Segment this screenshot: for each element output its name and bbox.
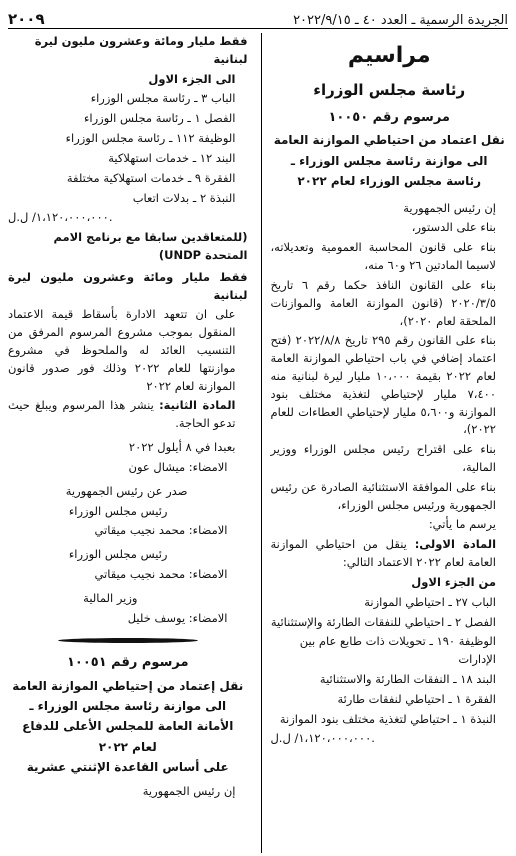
pm-title: رئيس مجلس الوزراء <box>68 503 168 518</box>
from-line-2: الفصل ٢ ـ احتياطي للنفقات الطارئة والإستثنائية <box>270 614 496 629</box>
to-amount: ١،١٢٠،٠٠٠،٠٠٠/ ل.ل. <box>8 210 113 225</box>
column-divider <box>261 33 262 853</box>
page-number: ٢٠٠٩ <box>8 10 45 28</box>
section-title: مراسيم <box>347 43 431 68</box>
decrees-line: يرسم ما يأتي: <box>428 517 496 532</box>
decree-2-title-2: الى موازنة رئاسة مجلس الوزراء ـ <box>29 698 227 713</box>
to-line-3: الوظيفة ١١٢ ـ رئاسة مجلس الوزراء <box>65 131 236 146</box>
president-signature: الامضاء: ميشال عون <box>128 459 228 474</box>
to-line-2: الفصل ١ ـ رئاسة مجلس الوزراء <box>83 111 236 126</box>
from-line-4: البند ١٨ ـ النفقات الطارئة والاستثنائية <box>319 671 496 686</box>
article-2-label: المادة الثانية: <box>159 398 236 413</box>
separator-ornament <box>8 633 247 647</box>
undp-note: (للمتعاقدين سابقا مع برنامج الامم المتحدة UNDP) <box>53 230 248 262</box>
columns <box>8 33 508 853</box>
whereas-3: بناء على القانون النافذ حكما رقم ٦ تاريخ ٢٠٢٠/٣/٥ (قانون الموازنة العامة والموازنات الملحقة لعام ٢٠٢٠)، <box>270 277 496 328</box>
whereas-4: بناء على القانون رقم ٢٩٥ تاريخ ٢٠٢٢/٨/٨ (فتح اعتماد إضافي في باب احتياطي الموازنة العامة لعام ٢٠٢٢ بقيمة ١٠،٠٠٠ مليار ليرة لبنانية منه ٧،٤٠٠ مليار لإحتياطي لتغذية مختلف بنود الموازنة و٥،٦٠٠ مليار لإحتياطي العطاءات للعام ٢٠٢٢)، <box>270 333 496 437</box>
decree-title-3: رئاسة مجلس الوزراء لعام ٢٠٢٢ <box>297 174 482 189</box>
whereas-1: بناء على الدستور، <box>411 220 496 235</box>
president-line: إن رئيس الجمهورية <box>403 200 496 215</box>
to-line-4: البند ١٢ ـ خدمات استهلاكية <box>108 150 236 165</box>
to-line-6: النبذة ٢ ـ بدلات اتعاب <box>132 190 236 205</box>
pm-title-2: رئيس مجلس الوزراء <box>68 547 168 562</box>
whereas-6: بناء على الموافقة الاستثنائية الصادرة عن رئيس الجمهورية ورئيس مجلس الوزراء، <box>270 479 496 512</box>
from-line-1: الباب ٢٧ ـ احتياطي الموازنة <box>364 594 496 609</box>
from-line-6: النبذة ١ ـ احتياطي لتغذية مختلف بنود الموازنة <box>279 711 496 726</box>
whereas-5: بناء على اقتراح رئيس مجلس الوزراء ووزير المالية، <box>270 442 496 475</box>
decree-2-title-3: الأمانة العامة للمجلس الأعلى للدفاع لعام ٢٠٢٢ <box>22 719 234 754</box>
article-2 <box>8 397 247 433</box>
decree-2-title-1: نقل إعتماد من إحتياطي الموازنة العامة <box>12 678 244 693</box>
decree-2-title-4: على أساس القاعدة الإثنتي عشرية <box>26 760 229 775</box>
whereas-2: بناء على قانون المحاسبة العمومية وتعديلاته، لاسيما المادتين ٢٦ و٦٠ منه، <box>270 240 496 273</box>
page-header <box>8 6 508 29</box>
signing-date: بعبدا في ٨ أيلول ٢٠٢٢ <box>128 440 236 455</box>
article-1-label: المادة الاولى: <box>414 537 497 552</box>
decree-2-number: مرسوم رقم ١٠٠٥١ <box>66 655 189 671</box>
decree-title-1: نقل اعتماد من احتياطي الموازنة العامة <box>273 133 505 148</box>
article-2-text: ينشر هذا المرسوم ويبلغ حيث تدعو الحاجة. <box>8 398 236 431</box>
amount-words-2: فقط مليار ومائة وعشرون مليون ليرة لبنانية <box>8 269 248 302</box>
to-part: الى الجزء الاول <box>148 71 236 86</box>
pm-signature-2: الامضاء: محمد نجيب ميقاتي <box>94 566 228 581</box>
decree-title-2: الى موازنة رئاسة مجلس الوزراء ـ <box>290 153 488 168</box>
finance-minister-title: وزير المالية <box>83 590 138 605</box>
undertaking-paragraph: على ان تتعهد الادارة بأسقاط قيمة الاعتماد المنقول بموجب مشروع المرسوم المرفق من التنسيب العائد له والملحوظ في مشروع موازنتها للعام ٢٠٢٢ وذلك فور صدور قانون الموازنة لعام ٢٠٢٢ <box>8 307 236 393</box>
from-part: من الجزء الاول <box>411 574 496 589</box>
article-1-text: ينقل من احتياطي الموازنة العامة لعام ٢٠٢٢ الاعتماد التالي: <box>270 537 496 570</box>
president-line-2: إن رئيس الجمهورية <box>142 784 236 799</box>
authority-title: رئاسة مجلس الوزراء <box>313 81 466 100</box>
decree-number: مرسوم رقم ١٠٠٥٠ <box>328 110 450 126</box>
issued-by: صدر عن رئيس الجمهورية <box>65 483 188 498</box>
finance-minister-signature: الامضاء: يوسف خليل <box>127 610 228 625</box>
right-column <box>264 33 508 853</box>
article-1 <box>270 536 508 572</box>
pm-signature: الامضاء: محمد نجيب ميقاتي <box>94 523 228 538</box>
left-column <box>8 33 251 853</box>
header-title: الجريدة الرسمية ـ العدد ٤٠ ـ ٢٠٢٢/٩/١٥ <box>293 13 508 28</box>
to-line-5: الفقرة ٩ ـ خدمات استهلاكية مختلفة <box>66 170 236 185</box>
amount-words: فقط مليار ومائة وعشرون مليون ليرة لبنانية <box>34 34 248 66</box>
from-line-5: الفقرة ١ ـ احتياطي لنفقات طارئة <box>337 691 496 706</box>
to-line-1: الباب ٣ ـ رئاسة مجلس الوزراء <box>90 91 236 106</box>
from-line-3: الوظيفة ١٩٠ ـ تحويلات ذات طابع عام بين الإدارات <box>299 634 496 667</box>
from-amount: ١،١٢٠،٠٠٠،٠٠٠/ ل.ل. <box>270 731 375 746</box>
